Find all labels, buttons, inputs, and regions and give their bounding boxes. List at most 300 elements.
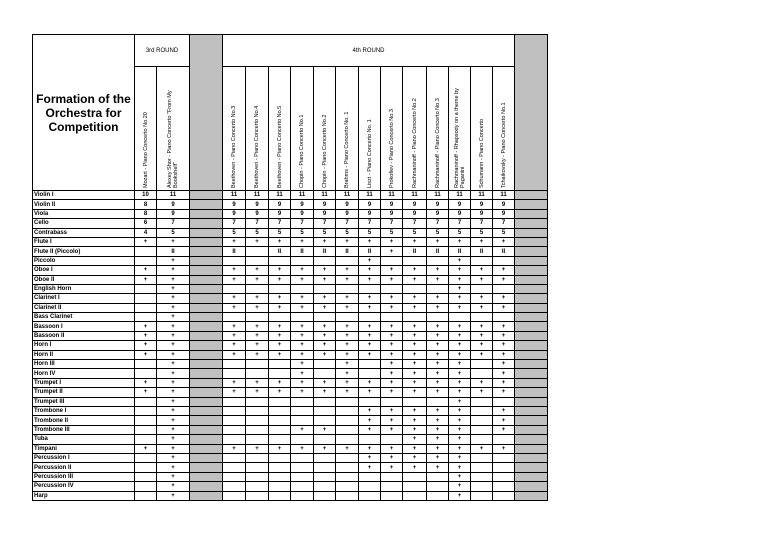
count-cell: + xyxy=(471,275,493,284)
count-cell: II xyxy=(449,247,471,256)
count-cell: + xyxy=(403,425,427,434)
gray-spacer-cell xyxy=(190,237,223,246)
count-cell: + xyxy=(381,294,403,303)
count-cell: + xyxy=(336,294,359,303)
count-cell: + xyxy=(427,331,449,340)
count-cell: 11 xyxy=(449,191,471,200)
gray-spacer-left xyxy=(190,35,223,191)
gray-spacer-cell xyxy=(515,209,548,218)
count-cell xyxy=(493,435,515,444)
count-cell xyxy=(403,397,427,406)
concerto-name: Prokofiev - Piano Concerto No.3 xyxy=(388,108,395,188)
count-cell: + xyxy=(427,463,449,472)
instrument-name: Percussion III xyxy=(33,472,135,481)
concerto-header-r4-3 xyxy=(291,67,314,191)
concerto-name: Tchaikovsky - Piano Concerto No.1 xyxy=(500,101,507,188)
table-row xyxy=(33,275,548,284)
count-cell xyxy=(223,397,246,406)
count-cell xyxy=(246,406,269,415)
count-cell xyxy=(269,256,291,265)
count-cell: + xyxy=(471,388,493,397)
count-cell: + xyxy=(449,266,471,275)
count-cell: + xyxy=(223,303,246,312)
count-cell: + xyxy=(157,435,190,444)
gray-spacer-cell xyxy=(515,397,548,406)
count-cell: + xyxy=(291,294,314,303)
count-cell xyxy=(135,256,157,265)
count-cell xyxy=(246,397,269,406)
count-cell: + xyxy=(427,275,449,284)
count-cell: + xyxy=(471,331,493,340)
count-cell: + xyxy=(314,388,336,397)
count-cell xyxy=(359,435,381,444)
count-cell: + xyxy=(291,341,314,350)
count-cell: + xyxy=(314,322,336,331)
count-cell xyxy=(359,482,381,491)
count-cell xyxy=(381,491,403,500)
count-cell xyxy=(291,313,314,322)
count-cell: + xyxy=(336,303,359,312)
count-cell xyxy=(223,406,246,415)
count-cell: 9 xyxy=(336,200,359,209)
concerto-name: Beethoven - Piano Concerto No.3 xyxy=(231,105,237,188)
count-cell xyxy=(291,435,314,444)
count-cell xyxy=(135,397,157,406)
instrument-name: Trombone III xyxy=(33,425,135,434)
concerto-header-r4-1 xyxy=(246,67,269,191)
count-cell: 7 xyxy=(157,219,190,228)
table-row xyxy=(33,350,548,359)
table-row xyxy=(33,491,548,500)
count-cell: + xyxy=(403,360,427,369)
count-cell: + xyxy=(449,472,471,481)
count-cell xyxy=(381,284,403,293)
count-cell xyxy=(403,313,427,322)
instrument-name: Trumpet III xyxy=(33,397,135,406)
count-cell xyxy=(246,482,269,491)
count-cell: 5 xyxy=(359,228,381,237)
count-cell xyxy=(135,303,157,312)
count-cell: + xyxy=(157,406,190,415)
table-row xyxy=(33,341,548,350)
count-cell xyxy=(291,256,314,265)
count-cell xyxy=(246,284,269,293)
count-cell: + xyxy=(359,303,381,312)
count-cell xyxy=(223,256,246,265)
count-cell xyxy=(471,416,493,425)
count-cell xyxy=(359,472,381,481)
count-cell: 5 xyxy=(336,228,359,237)
count-cell xyxy=(493,463,515,472)
concerto-name: Brahms - Piano Concerto No. 1 xyxy=(344,111,350,188)
concerto-header-r4-7 xyxy=(381,67,403,191)
count-cell xyxy=(359,397,381,406)
count-cell: + xyxy=(403,266,427,275)
concerto-header-r4-4 xyxy=(314,67,336,191)
count-cell xyxy=(223,463,246,472)
count-cell: + xyxy=(314,378,336,387)
count-cell xyxy=(471,482,493,491)
round3-header: 3rd ROUND xyxy=(135,35,190,67)
count-cell: + xyxy=(403,303,427,312)
count-cell: II xyxy=(427,247,449,256)
count-cell: + xyxy=(471,444,493,453)
gray-spacer-cell xyxy=(190,209,223,218)
gray-spacer-cell xyxy=(190,406,223,415)
count-cell: + xyxy=(223,294,246,303)
count-cell: 11 xyxy=(427,191,449,200)
count-cell: + xyxy=(493,331,515,340)
count-cell xyxy=(246,463,269,472)
concerto-name: Schumann - Piano Concerto xyxy=(478,118,485,188)
count-cell: 7 xyxy=(471,219,493,228)
count-cell: 9 xyxy=(471,209,493,218)
count-cell xyxy=(403,491,427,500)
instrument-name: Percussion II xyxy=(33,463,135,472)
count-cell: 11 xyxy=(157,191,190,200)
count-cell: 9 xyxy=(269,209,291,218)
instrument-name: Percussion I xyxy=(33,453,135,462)
count-cell: + xyxy=(246,331,269,340)
count-cell: II xyxy=(336,247,359,256)
count-cell xyxy=(246,491,269,500)
count-cell: + xyxy=(246,444,269,453)
count-cell: + xyxy=(493,350,515,359)
count-cell: 9 xyxy=(381,200,403,209)
count-cell xyxy=(314,369,336,378)
count-cell: + xyxy=(403,275,427,284)
count-cell: + xyxy=(403,444,427,453)
count-cell: + xyxy=(336,369,359,378)
count-cell: 9 xyxy=(246,209,269,218)
gray-spacer-cell xyxy=(190,435,223,444)
count-cell: + xyxy=(135,322,157,331)
gray-spacer-cell xyxy=(515,482,548,491)
concerto-header-r4-11 xyxy=(471,67,493,191)
count-cell xyxy=(427,256,449,265)
gray-spacer-cell xyxy=(190,303,223,312)
instrument-name: Trumpet I xyxy=(33,378,135,387)
count-cell: + xyxy=(493,369,515,378)
count-cell xyxy=(269,406,291,415)
count-cell: + xyxy=(359,266,381,275)
count-cell: + xyxy=(427,303,449,312)
count-cell: II xyxy=(314,247,336,256)
count-cell: + xyxy=(359,416,381,425)
count-cell xyxy=(359,491,381,500)
count-cell: + xyxy=(223,388,246,397)
gray-spacer-cell xyxy=(190,444,223,453)
concerto-name: Liszt - Piano Concerto No. 1 xyxy=(366,118,373,188)
count-cell xyxy=(493,313,515,322)
concerto-header-r4-9 xyxy=(427,67,449,191)
count-cell xyxy=(471,284,493,293)
count-cell: + xyxy=(449,350,471,359)
count-cell: + xyxy=(157,472,190,481)
count-cell: + xyxy=(314,341,336,350)
count-cell xyxy=(291,416,314,425)
count-cell: + xyxy=(246,341,269,350)
count-cell: + xyxy=(157,313,190,322)
count-cell: + xyxy=(381,369,403,378)
count-cell: + xyxy=(449,303,471,312)
table-row xyxy=(33,378,548,387)
count-cell: 8 xyxy=(135,200,157,209)
count-cell: + xyxy=(314,444,336,453)
count-cell: + xyxy=(135,237,157,246)
count-cell: 11 xyxy=(493,191,515,200)
concerto-header-r3-1 xyxy=(157,67,190,191)
count-cell xyxy=(269,360,291,369)
count-cell: 6 xyxy=(135,219,157,228)
count-cell: 9 xyxy=(359,200,381,209)
gray-spacer-cell xyxy=(515,284,548,293)
count-cell: + xyxy=(403,237,427,246)
count-cell xyxy=(223,435,246,444)
count-cell xyxy=(336,397,359,406)
count-cell xyxy=(269,463,291,472)
table-row xyxy=(33,313,548,322)
count-cell: + xyxy=(359,275,381,284)
count-cell: + xyxy=(449,482,471,491)
count-cell xyxy=(359,313,381,322)
count-cell: + xyxy=(471,266,493,275)
count-cell xyxy=(135,435,157,444)
gray-spacer-cell xyxy=(190,200,223,209)
count-cell: 7 xyxy=(336,219,359,228)
count-cell xyxy=(291,472,314,481)
count-cell: + xyxy=(291,378,314,387)
count-cell: + xyxy=(381,275,403,284)
instrument-name: Oboe I xyxy=(33,266,135,275)
count-cell: + xyxy=(493,294,515,303)
gray-spacer-cell xyxy=(190,322,223,331)
count-cell: + xyxy=(223,266,246,275)
instrument-name: Flute I xyxy=(33,237,135,246)
gray-spacer-cell xyxy=(190,284,223,293)
concerto-header-r4-10 xyxy=(449,67,471,191)
count-cell: + xyxy=(381,247,403,256)
count-cell: + xyxy=(157,453,190,462)
gray-spacer-cell xyxy=(515,322,548,331)
instrument-name: Bassoon I xyxy=(33,322,135,331)
count-cell: + xyxy=(403,331,427,340)
count-cell: + xyxy=(157,444,190,453)
concerto-name: Chopin - Piano Concerto No.2 xyxy=(321,114,328,188)
table-row xyxy=(33,237,548,246)
count-cell: + xyxy=(135,444,157,453)
count-cell: + xyxy=(493,322,515,331)
count-cell xyxy=(223,472,246,481)
count-cell: + xyxy=(336,350,359,359)
count-cell: + xyxy=(449,453,471,462)
table-row xyxy=(33,191,548,200)
count-cell: + xyxy=(493,406,515,415)
count-cell: + xyxy=(135,350,157,359)
count-cell: + xyxy=(135,331,157,340)
count-cell: 4 xyxy=(135,228,157,237)
count-cell: + xyxy=(403,369,427,378)
count-cell: + xyxy=(291,444,314,453)
gray-spacer-cell xyxy=(515,313,548,322)
count-cell: + xyxy=(403,453,427,462)
count-cell: + xyxy=(403,463,427,472)
count-cell xyxy=(336,313,359,322)
instrument-name: Violin II xyxy=(33,200,135,209)
count-cell xyxy=(135,463,157,472)
table-row xyxy=(33,322,548,331)
count-cell xyxy=(493,256,515,265)
concerto-name: Rachmaninoff - Rhapsody on a theme by Paganini xyxy=(453,87,466,188)
count-cell: + xyxy=(359,341,381,350)
count-cell: + xyxy=(246,350,269,359)
count-cell xyxy=(314,360,336,369)
count-cell: 9 xyxy=(449,200,471,209)
gray-spacer-cell xyxy=(190,256,223,265)
count-cell: + xyxy=(157,416,190,425)
count-cell: + xyxy=(359,463,381,472)
instrument-name: Bassoon II xyxy=(33,331,135,340)
count-cell: 5 xyxy=(291,228,314,237)
count-cell: + xyxy=(223,322,246,331)
instrument-name: Piccolo xyxy=(33,256,135,265)
count-cell xyxy=(135,491,157,500)
count-cell: 7 xyxy=(223,219,246,228)
count-cell xyxy=(246,453,269,462)
count-cell: + xyxy=(291,303,314,312)
count-cell xyxy=(314,453,336,462)
instrument-name: Viola xyxy=(33,209,135,218)
count-cell: 10 xyxy=(135,191,157,200)
count-cell: 11 xyxy=(336,191,359,200)
count-cell xyxy=(403,482,427,491)
count-cell: 5 xyxy=(449,228,471,237)
count-cell: 9 xyxy=(269,200,291,209)
count-cell xyxy=(135,360,157,369)
count-cell: + xyxy=(246,303,269,312)
count-cell: + xyxy=(427,360,449,369)
count-cell xyxy=(135,369,157,378)
count-cell xyxy=(471,406,493,415)
count-cell: + xyxy=(223,341,246,350)
count-cell xyxy=(471,360,493,369)
count-cell xyxy=(269,313,291,322)
instrument-name: Tuba xyxy=(33,435,135,444)
count-cell: + xyxy=(223,275,246,284)
table-row xyxy=(33,284,548,293)
count-cell: + xyxy=(449,416,471,425)
gray-spacer-cell xyxy=(515,491,548,500)
count-cell: + xyxy=(493,425,515,434)
count-cell: + xyxy=(314,275,336,284)
count-cell xyxy=(427,472,449,481)
count-cell: 7 xyxy=(269,219,291,228)
count-cell: 7 xyxy=(449,219,471,228)
count-cell: II xyxy=(471,247,493,256)
gray-spacer-cell xyxy=(515,350,548,359)
count-cell: + xyxy=(427,322,449,331)
count-cell xyxy=(246,247,269,256)
table-row xyxy=(33,406,548,415)
table-row xyxy=(33,303,548,312)
count-cell: + xyxy=(449,425,471,434)
gray-spacer-cell xyxy=(190,341,223,350)
concerto-name: Beethoven - Piano Concerto No.4 xyxy=(254,105,260,188)
count-cell: + xyxy=(449,491,471,500)
count-cell: + xyxy=(135,266,157,275)
count-cell xyxy=(471,491,493,500)
count-cell xyxy=(246,360,269,369)
count-cell: 11 xyxy=(223,191,246,200)
count-cell: 11 xyxy=(471,191,493,200)
count-cell: + xyxy=(403,435,427,444)
count-cell: + xyxy=(403,406,427,415)
count-cell: + xyxy=(314,294,336,303)
concerto-header-r4-12 xyxy=(493,67,515,191)
count-cell: II xyxy=(157,247,190,256)
count-cell: + xyxy=(449,388,471,397)
count-cell: + xyxy=(449,341,471,350)
count-cell xyxy=(314,491,336,500)
count-cell: + xyxy=(449,406,471,415)
count-cell xyxy=(269,435,291,444)
count-cell xyxy=(135,482,157,491)
count-cell: 5 xyxy=(471,228,493,237)
concerto-name: Rachmaninoff - Piano Concerto No.3 xyxy=(434,97,441,188)
count-cell: 9 xyxy=(471,200,493,209)
count-cell xyxy=(471,313,493,322)
gray-spacer-cell xyxy=(190,416,223,425)
count-cell: 9 xyxy=(493,200,515,209)
gray-spacer-cell xyxy=(515,275,548,284)
gray-spacer-cell xyxy=(515,294,548,303)
count-cell: + xyxy=(269,237,291,246)
table-row xyxy=(33,416,548,425)
count-cell: + xyxy=(314,331,336,340)
count-cell: + xyxy=(427,444,449,453)
count-cell xyxy=(493,397,515,406)
count-cell xyxy=(246,256,269,265)
gray-spacer-cell xyxy=(515,435,548,444)
count-cell: + xyxy=(381,237,403,246)
concerto-header-r4-0 xyxy=(223,67,246,191)
gray-spacer-cell xyxy=(190,472,223,481)
concerto-header-r3-0 xyxy=(135,67,157,191)
count-cell: + xyxy=(359,237,381,246)
count-cell xyxy=(471,256,493,265)
count-cell: 11 xyxy=(359,191,381,200)
concerto-name: Rachmaninoff - Piano Concerto No.2 xyxy=(411,97,418,188)
count-cell: + xyxy=(427,406,449,415)
count-cell: + xyxy=(314,350,336,359)
instrument-name: Violin I xyxy=(33,191,135,200)
count-cell xyxy=(223,313,246,322)
count-cell: + xyxy=(157,322,190,331)
count-cell: + xyxy=(359,331,381,340)
gray-spacer-cell xyxy=(190,425,223,434)
instrument-name: Oboe II xyxy=(33,275,135,284)
count-cell xyxy=(314,416,336,425)
count-cell: + xyxy=(403,341,427,350)
concerto-name: Chopin - Piano Concerto No.1 xyxy=(299,114,305,188)
count-cell: + xyxy=(269,275,291,284)
count-cell: + xyxy=(427,425,449,434)
count-cell: + xyxy=(336,388,359,397)
count-cell: + xyxy=(336,275,359,284)
count-cell: + xyxy=(449,294,471,303)
count-cell: 5 xyxy=(314,228,336,237)
count-cell xyxy=(246,425,269,434)
